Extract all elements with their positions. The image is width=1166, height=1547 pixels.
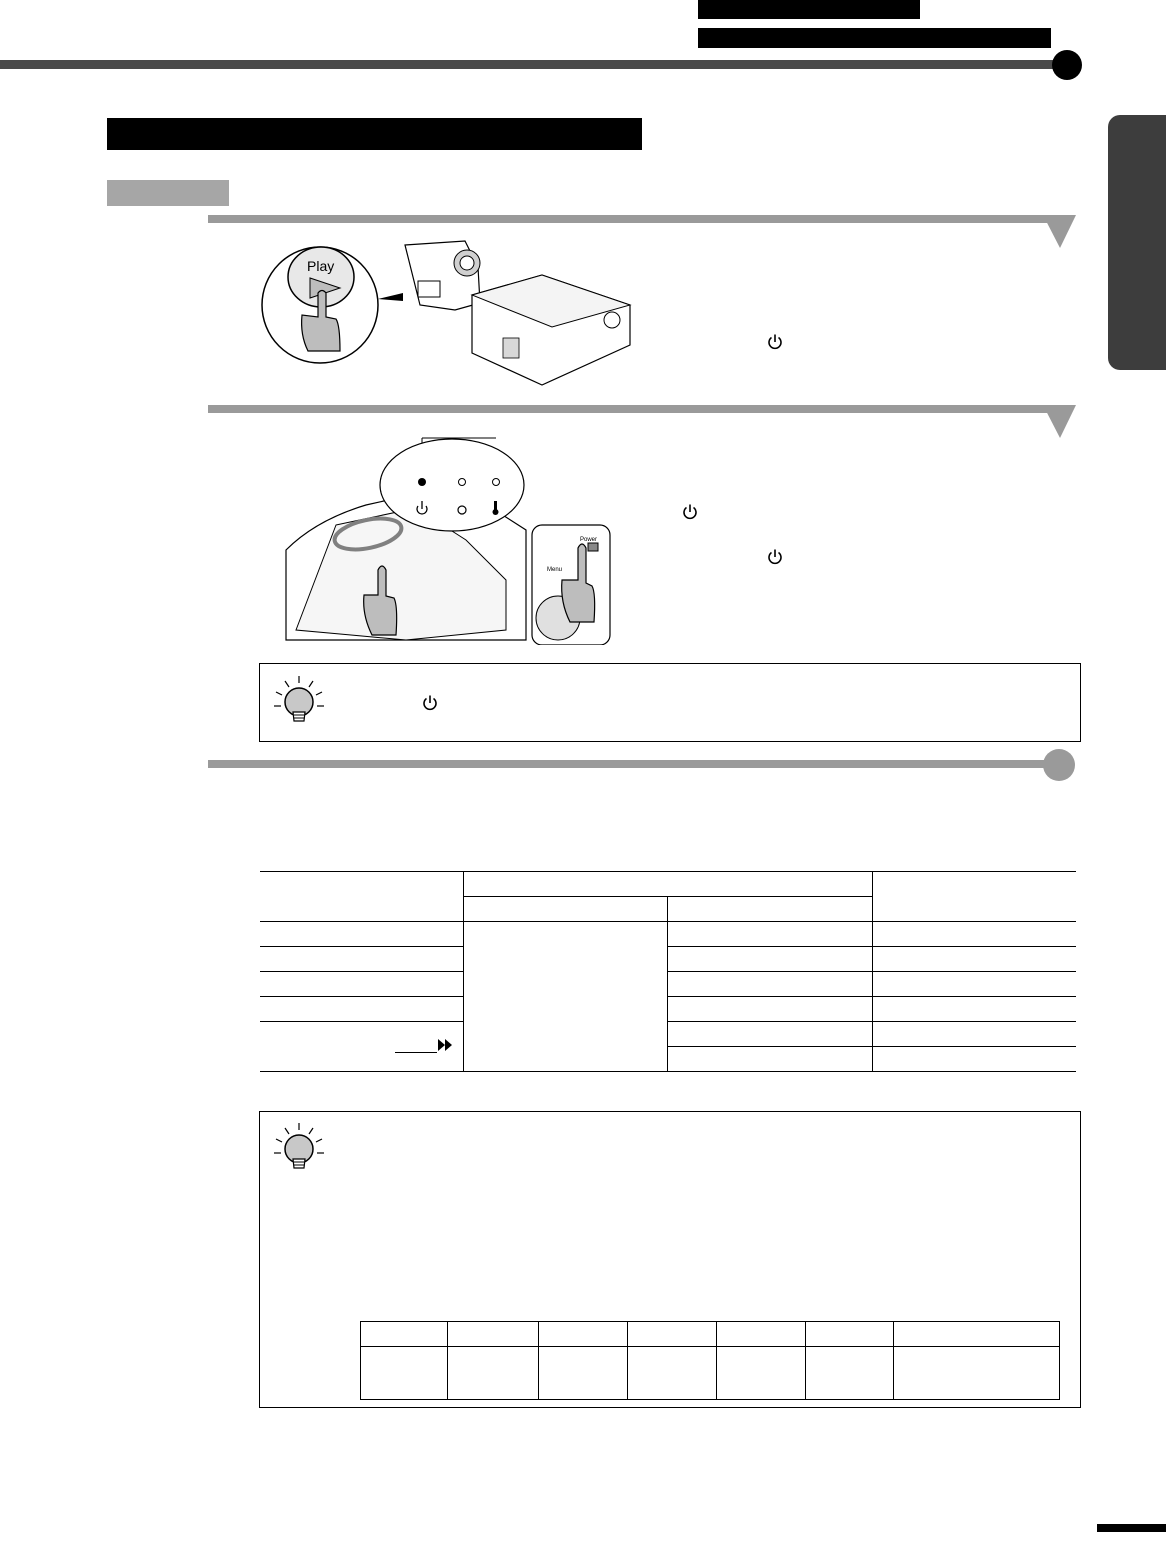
play-button-label: Play [307,258,335,274]
power-icon [421,694,439,712]
table-row [260,997,1076,1022]
lightbulb-icon [271,1121,327,1177]
step1-arrow [1043,215,1076,249]
step2-illustration [276,430,616,645]
remote-menu-label: Menu [547,567,563,573]
power-icon [766,548,784,566]
step2-rule [208,405,1053,413]
section-end-rule [208,760,1053,768]
procedure-tab [107,180,229,206]
table-row [260,972,1076,997]
lightbulb-icon [271,674,327,730]
status-table [260,871,1076,1072]
table-row [361,1347,1060,1400]
section-end-dot [1043,749,1075,781]
tip-box-1 [259,663,1081,742]
table-row [260,1022,1076,1047]
table-row [260,947,1076,972]
cross-reference-underline [395,1052,437,1053]
table-row [260,872,1076,897]
header-bar-1 [698,0,920,19]
chapter-side-tab[interactable] [1108,115,1166,370]
section-title-bar [107,118,642,150]
power-icon [681,503,699,521]
step1-rule [208,215,1053,223]
header-rule [0,60,1070,69]
step2-arrow [1043,405,1076,439]
header-bar-2 [698,28,1051,48]
header-rule-dot [1052,50,1082,80]
power-icon [766,333,784,351]
remote-power-label: Power [580,537,598,543]
language-table [360,1321,1060,1400]
table-row [260,922,1076,947]
page-number-bar [1097,1524,1166,1532]
table-row [361,1322,1060,1347]
fast-forward-icon[interactable] [438,1039,452,1051]
